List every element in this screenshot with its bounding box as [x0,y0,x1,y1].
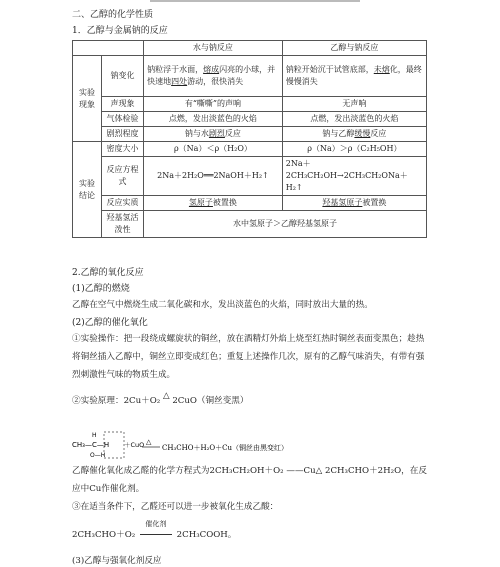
principle-prefix: ②实验原理：2Cu＋O₂ [72,396,161,406]
burn-paragraph: 乙醇在空气中燃烧生成二氧化碳和水，发出淡蓝色的火焰，同时放出大量的热。 [72,300,373,310]
header-rule [150,0,360,2]
cell-water: 氢原子被置换 [144,196,283,211]
cell-water: 钠与水剧烈反应 [144,127,283,142]
heat-symbol: △ [162,391,170,401]
cell-ethanol: 2Na＋2CH₃CH₂OH→2CH₃CH₂ONa＋H₂↑ [282,157,426,196]
diagram-top: H [92,432,97,439]
cell-ethanol: 钠粒开始沉于试管底部，未熔化，最终慢慢消失 [282,56,426,97]
principle-suffix: 2CuO（铜丝变黑） [172,396,249,406]
cell-water: 有“嘶嘶”的声响 [144,97,283,112]
row-label: 声现象 [102,97,144,112]
diagram-bottom: O—H [90,452,106,459]
group-label-experiment: 实验现象 [73,56,102,142]
subsubsection-title: (1)乙醇的燃烧 [72,284,130,294]
cell-water: ρ（Na）＜ρ（H₂O） [144,142,283,157]
table-row [73,142,427,157]
acid-equation [72,520,237,541]
diagram-result: CH₃CHO＋H₂O＋Cu（铜丝由黑变红） [162,444,288,452]
group-label-conclusion: 实验结论 [73,142,102,238]
cell-water: 钠粒浮于水面，熔成闪亮的小球，并快速地四处游动，很快消失 [144,56,283,97]
reaction-diagram [72,430,322,460]
cell-water: 点燃，发出淡蓝色的火焰 [144,112,283,127]
bottom-cut-title: (3)乙醇与强氧化剂反应 [72,556,162,566]
diagram-box-label: ＋CuO [124,441,145,449]
row-label: 剧烈程度 [102,127,144,142]
heat-symbol: △ [146,438,152,446]
catalyst-arrow [138,520,174,541]
subsection-title: 1．乙醇与金属钠的反应 [72,26,168,36]
table-row [73,56,427,97]
acid-left: 2CH₃CHO＋O₂ [72,530,136,540]
row-label: 气体检验 [102,112,144,127]
catalyst-label: 催化剂 [145,520,167,528]
table-row [73,97,427,112]
cell-ethanol: ρ（Na）＞ρ（C₂H₅OH） [282,142,426,157]
cell-ethanol: 羟基氢原子被置换 [282,196,426,211]
table-header-row [73,41,427,56]
col-header-water: 水与钠反应 [144,41,283,56]
section-title: 二、乙醇的化学性质 [72,10,154,20]
overall-paragraph: 乙醇催化氧化成乙醛的化学方程式为2CH₃CH₂OH＋O₂ ——Cu△ 2CH₃CHO＋2H₂O，在反应中Cu作催化剂。 [72,466,427,494]
col-header-ethanol: 乙醇与钠反应 [282,41,426,56]
subsubsection-title: (2)乙醇的催化氧化 [72,318,148,328]
table-row [73,157,427,196]
row-label: 反应方程式 [102,157,144,196]
cell-water: 2Na＋2H₂O══2NaOH＋H₂↑ [144,157,283,196]
row-label: 羟基氢活泼性 [102,211,144,238]
principle-equation [72,391,249,407]
acid-right: 2CH₃COOH。 [176,530,237,540]
cell-ethanol: 点燃，发出淡蓝色的火焰 [282,112,426,127]
table-row [73,196,427,211]
comparison-table [72,40,427,238]
row-label: 钠变化 [102,56,144,97]
subsection-title: 2.乙醇的氧化反应 [72,268,144,278]
row-label: 反应实质 [102,196,144,211]
step1-paragraph: ①实验操作：把一段绕成螺旋状的铜丝，放在酒精灯外焰上烧至红热时铜丝表面变黑色；趁热将铜丝插入乙醇中，铜丝立即变成红色；重复上述操作几次，原有的乙醇气味消失，有带有强烈刺激性气味的物质生成。 [72,334,425,380]
diagram-left: CH₃—C—H [72,441,110,449]
cell-merged: 水中氢原子＞乙醇羟基氢原子 [144,211,427,238]
table-row [73,127,427,142]
table-row [73,211,427,238]
step3-paragraph: ③在适当条件下，乙醛还可以进一步被氧化生成乙酸： [72,502,279,512]
cell-ethanol: 无声响 [282,97,426,112]
table-row [73,112,427,127]
cell-ethanol: 钠与乙醇缓慢反应 [282,127,426,142]
row-label: 密度大小 [102,142,144,157]
